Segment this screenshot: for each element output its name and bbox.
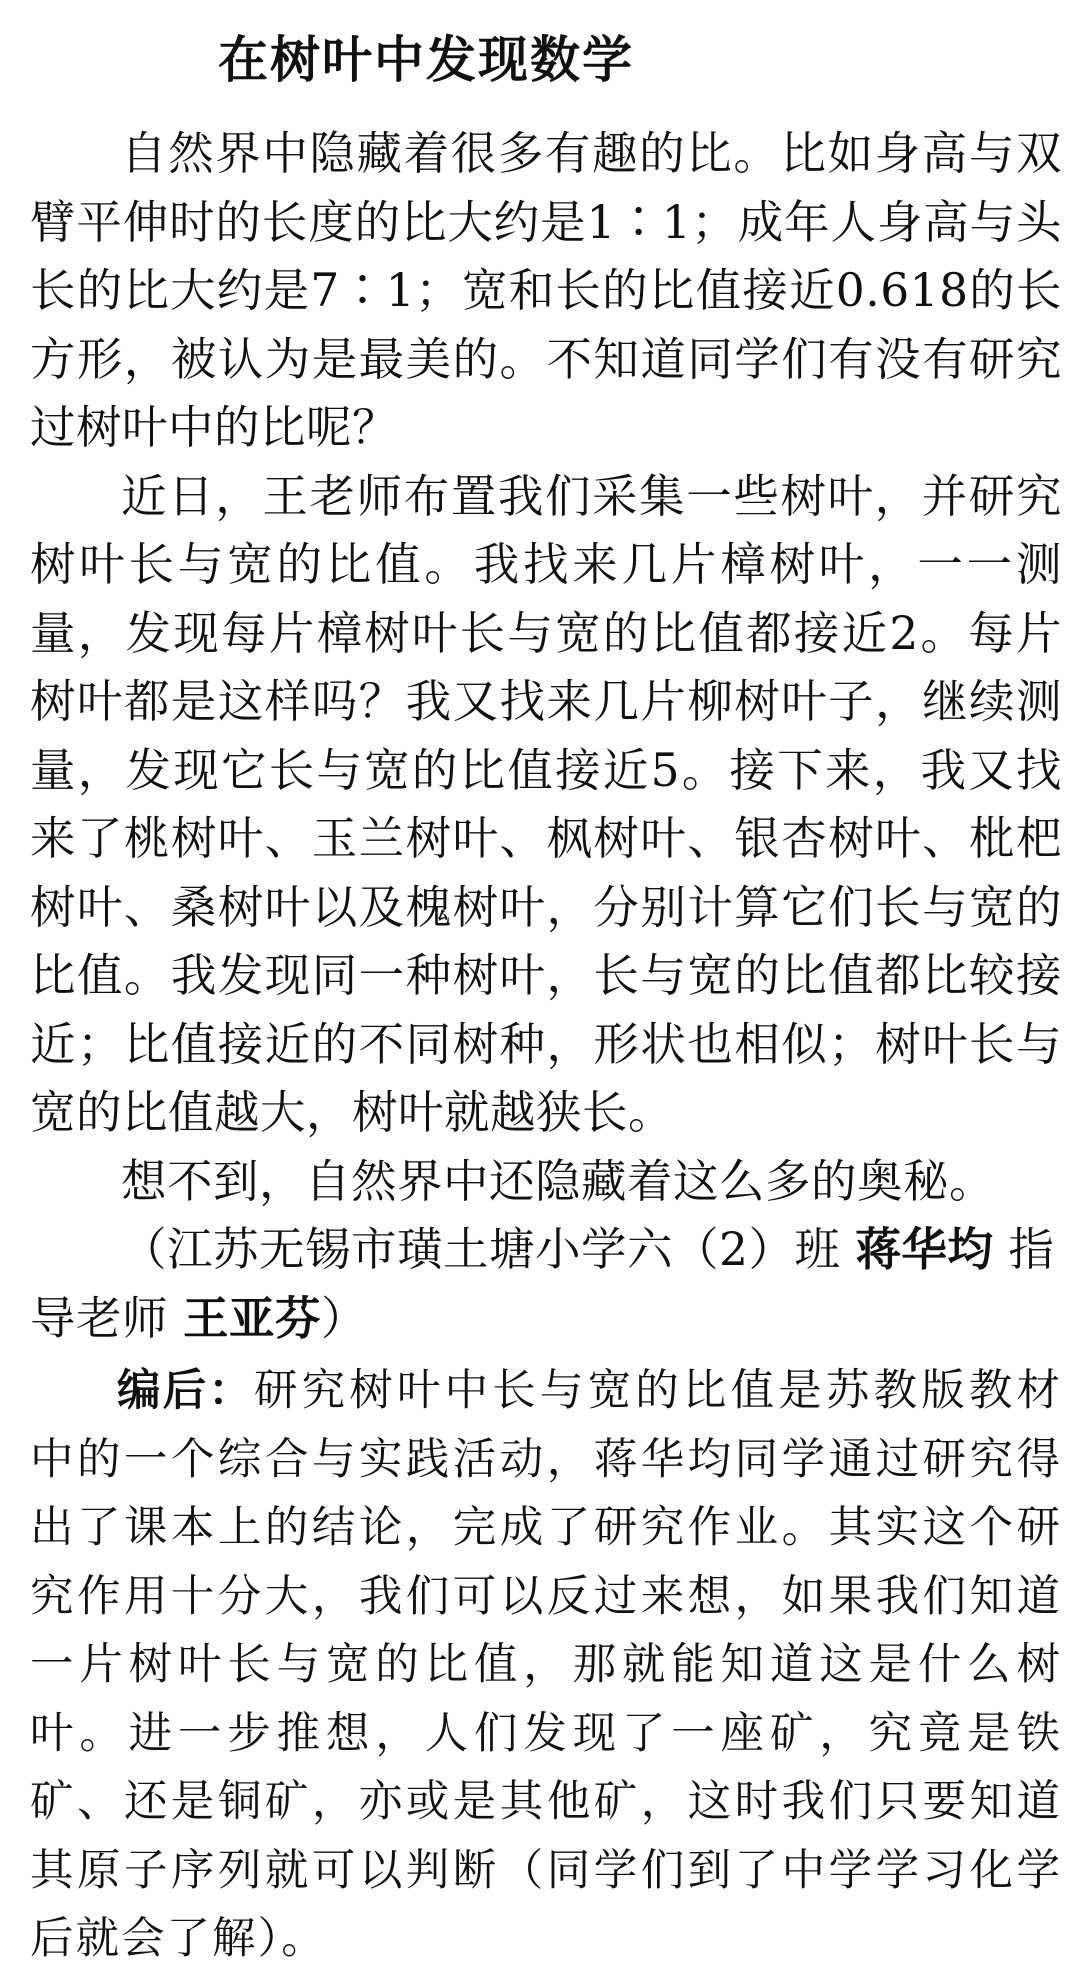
teacher-name: 王亚芬 — [182, 1291, 321, 1345]
editor-note-label: 编后： — [117, 1366, 254, 1416]
editor-note-text: 研究树叶中长与宽的比值是苏教版教材中的一个综合与实践活动，蒋华均同学通过研究得出了课本上的结论，完成了研究作业。其实这个研究作用十分大，我们可以反过来想，如果我们知道一片树叶长与宽的比值，那就能知道这是什么树叶。进一步推想，人们发现了一座矿，究竟是铁矿、还是铜矿，亦或是其他矿，这时我们只要知道其原子序列就可以判断（同学们到了中学学习化学后就会了解）。 — [30, 1366, 1063, 1964]
paragraph-intro: 自然界中隐藏着很多有趣的比。比如身高与双臂平伸时的长度的比大约是1∶1；成年人身高与头长的比大约是7∶1；宽和长的比值接近0.618的长方形，被认为是最美的。不知道同学们有没有研究过树叶中的比呢？ — [30, 127, 1062, 454]
paragraph-conclusion: 想不到，自然界中还隐藏着这么多的奥秘。 — [121, 1154, 996, 1208]
author-credit — [30, 1216, 1062, 1353]
article-body — [30, 120, 1062, 1974]
credit-middle: 指导老师 — [30, 1223, 1055, 1345]
credit-suffix: ） — [321, 1291, 368, 1345]
credit-prefix: （江苏无锡市璜土塘小学六（2）班 — [121, 1223, 841, 1276]
paragraph-experiment: 近日，王老师布置我们采集一些树叶，并研究树叶长与宽的比值。我找来几片樟树叶，一一测量，发现每片樟树叶长与宽的比值都接近2。每片树叶都是这样吗？我又找来几片柳树叶子，继续测量，发现它长与宽的比值接近5。接下来，我又找来了桃树叶、玉兰树叶、枫树叶、银杏树叶、枇杷树叶、桑树叶以及槐树叶，分别计算它们长与宽的比值。我发现同一种树叶，长与宽的比值都比较接近；比值接近的不同树种，形状也相似；树叶长与宽的比值越大，树叶就越狭长。 — [30, 469, 1062, 1139]
editor-note — [30, 1357, 1062, 1974]
author-name: 蒋华均 — [855, 1223, 994, 1276]
article-title: 在树叶中发现数学 — [218, 31, 634, 89]
